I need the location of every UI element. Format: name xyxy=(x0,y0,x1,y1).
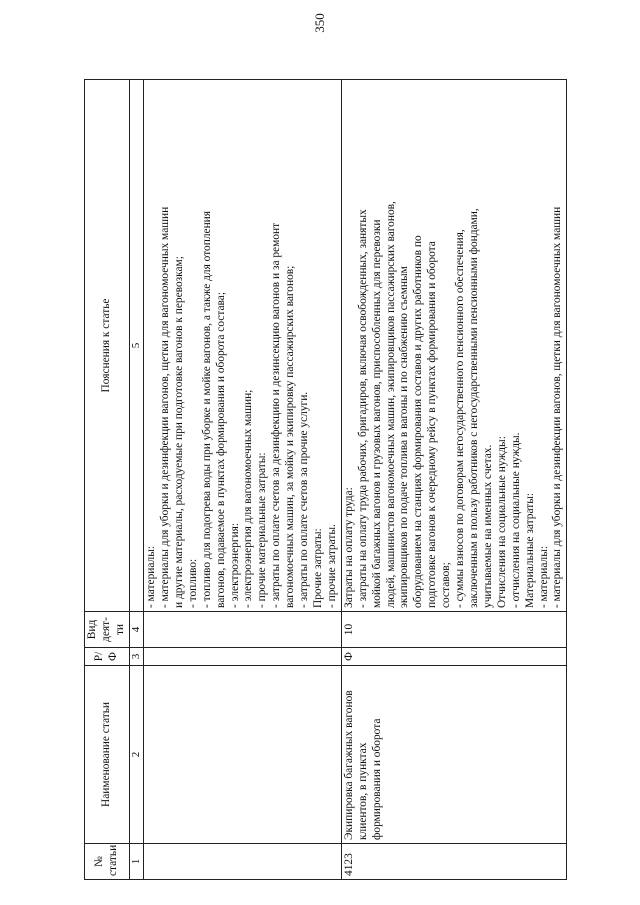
explanation-line: - прочие материальные затраты: xyxy=(256,452,269,608)
page-number-text: 350 xyxy=(312,13,327,33)
header-article-name: Наименование статьи xyxy=(85,666,130,844)
header-article-number: № статьи xyxy=(85,844,130,880)
explanation-line: Затраты на оплату труда: xyxy=(342,487,355,608)
explanation-line: - суммы взносов по договорам негосударственного пенсионного обеспечения, xyxy=(454,229,467,608)
explanation-line: вагономоечных машин, за мойку и экипировку пассажирских вагонов; xyxy=(284,265,297,608)
rotated-table-frame xyxy=(84,80,584,880)
explanation-line: - материалы для уборки и дезинфекции вагонов, щетки для вагономоечных машин xyxy=(159,206,172,608)
article-rf: Ф xyxy=(341,648,567,666)
article-name xyxy=(144,666,342,844)
explanation-line: - отчисления на социальные нужды. xyxy=(509,432,522,608)
explanation-line: - затраты по оплате счетов за прочие услуги. xyxy=(298,391,311,608)
explanation-line: - материалы: xyxy=(537,545,550,608)
header-explanation: Пояснения к статье xyxy=(85,80,130,612)
explanation-line: заключенным в пользу работников с негосударственными пенсионными фондами, xyxy=(467,208,480,608)
table-row xyxy=(341,80,567,880)
article-number xyxy=(144,844,342,880)
column-number: 2 xyxy=(129,666,143,844)
article-explanation xyxy=(144,80,342,612)
column-number: 1 xyxy=(129,844,143,880)
explanation-line: - топливо: xyxy=(186,558,199,608)
article-rf xyxy=(144,648,342,666)
article-name: Экипировка багажных вагонов клиентов, в пунктах формирования и оборота xyxy=(341,666,567,844)
header-row xyxy=(85,80,130,880)
explanation-line: составов; xyxy=(440,562,453,608)
header-rf: Р/ Ф xyxy=(85,648,130,666)
explanation-line: людей, машинистов вагономоечных машин, экипировщиков пассажирских вагонов, xyxy=(384,201,397,608)
explanation-line: экипировщиков по подаче топлива в вагоны и по снабжению съемным xyxy=(398,266,411,608)
article-activity-type: 10 xyxy=(341,612,567,648)
explanation-line: - топливо для подогрева воды при уборке и мойке вагонов, а также для отопления xyxy=(200,210,213,608)
article-number: 4123 xyxy=(341,844,567,880)
explanation-line: оборудованием на станциях формирования составов и других работников по xyxy=(412,235,425,608)
explanation-line: Прочие затраты: xyxy=(312,528,324,608)
explanation-line: и другие материалы, расходуемые при подготовке вагонов к перевозкам; xyxy=(172,256,185,608)
explanation-line: - прочие затраты. xyxy=(325,524,338,608)
explanation-line: - электроэнергия для вагономоечных машин; xyxy=(242,389,255,608)
explanation-line: - затраты на оплату труда рабочих, бригадиров, включая освобожденных, занятых xyxy=(356,209,369,608)
article-activity-type xyxy=(144,612,342,648)
explanation-line: вагонов, подаваемое в пунктах формирования и оборота состава; xyxy=(214,291,227,608)
article-explanation xyxy=(341,80,567,612)
explanation-line: мойкой багажных вагонов и грузовых вагонов, приспособленных для перевозки xyxy=(370,219,383,608)
column-number: 4 xyxy=(129,612,143,648)
articles-table xyxy=(84,79,567,880)
header-activity-type: Вид деят-ти xyxy=(85,612,130,648)
column-number: 5 xyxy=(129,80,143,612)
numbering-row xyxy=(129,80,143,880)
explanation-line: подготовке вагонов к очередному рейсу в пунктах формирования и оборота xyxy=(426,241,439,608)
explanation-line: - материалы для уборки и дезинфекции вагонов, щетки для вагономоечных машин xyxy=(551,206,564,608)
explanation-line: учитываемые на именных счетах. xyxy=(481,444,494,608)
explanation-line: - затраты по оплате счетов за дезинфекцию и дезинсекцию вагонов и за ремонт xyxy=(270,222,283,608)
explanation-line: - электроэнергия: xyxy=(228,522,241,608)
column-number: 3 xyxy=(129,648,143,666)
table-row xyxy=(144,80,342,880)
explanation-line: - материалы: xyxy=(145,545,158,608)
explanation-line: Материальные затраты: xyxy=(523,492,536,608)
page-number xyxy=(0,14,640,32)
explanation-line: Отчисления на социальные нужды: xyxy=(495,436,508,608)
